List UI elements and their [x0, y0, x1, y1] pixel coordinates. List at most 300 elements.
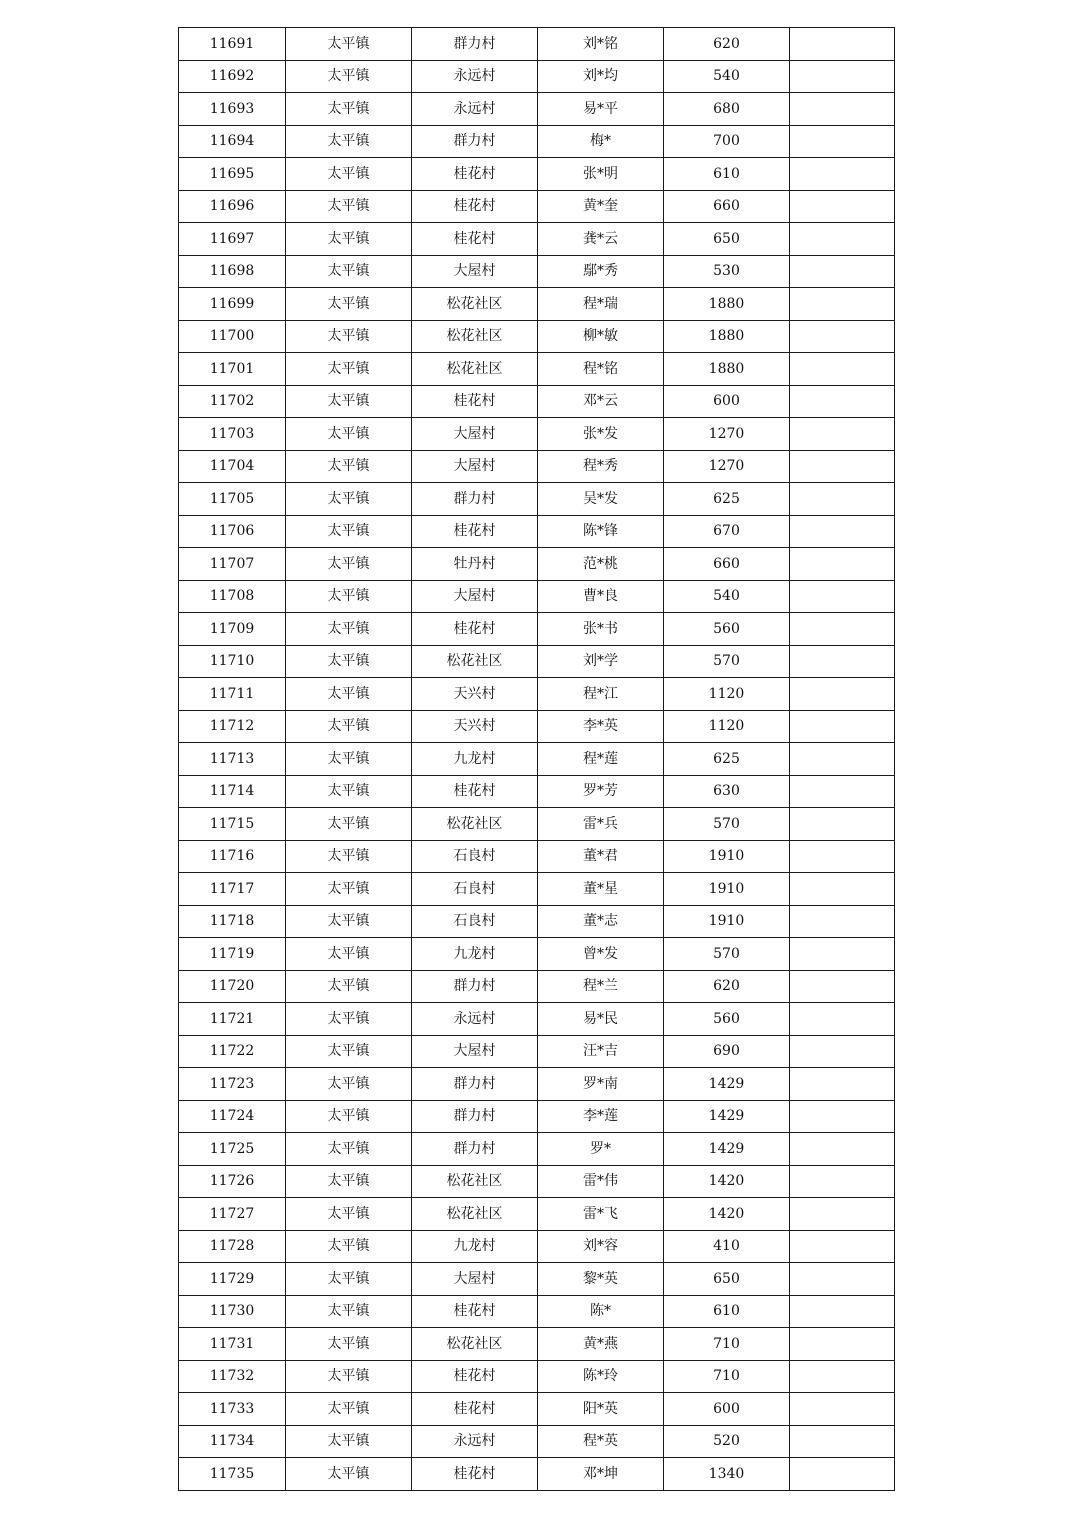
name-cell: 刘*容	[538, 1230, 664, 1263]
village-cell: 大屋村	[412, 1263, 538, 1296]
village-cell: 永远村	[412, 1425, 538, 1458]
town-cell: 太平镇	[286, 1458, 412, 1491]
note-cell	[790, 158, 895, 191]
table-row	[179, 645, 895, 678]
village-cell: 大屋村	[412, 255, 538, 288]
row-number-cell: 11698	[179, 255, 286, 288]
row-number-cell: 11714	[179, 775, 286, 808]
village-cell: 松花社区	[412, 320, 538, 353]
note-cell	[790, 353, 895, 386]
table-row	[179, 1360, 895, 1393]
town-cell: 太平镇	[286, 1295, 412, 1328]
row-number-cell: 11734	[179, 1425, 286, 1458]
row-number-cell: 11722	[179, 1035, 286, 1068]
town-cell: 太平镇	[286, 418, 412, 451]
village-cell: 桂花村	[412, 1360, 538, 1393]
note-cell	[790, 808, 895, 841]
town-cell: 太平镇	[286, 970, 412, 1003]
name-cell: 程*瑞	[538, 288, 664, 321]
note-cell	[790, 1230, 895, 1263]
note-cell	[790, 515, 895, 548]
amount-cell: 1120	[664, 678, 790, 711]
name-cell: 曹*良	[538, 580, 664, 613]
note-cell	[790, 1003, 895, 1036]
note-cell	[790, 775, 895, 808]
town-cell: 太平镇	[286, 483, 412, 516]
town-cell: 太平镇	[286, 938, 412, 971]
amount-cell: 1429	[664, 1100, 790, 1133]
village-cell: 松花社区	[412, 645, 538, 678]
name-cell: 程*江	[538, 678, 664, 711]
village-cell: 群力村	[412, 1100, 538, 1133]
table-row	[179, 1100, 895, 1133]
name-cell: 程*莲	[538, 743, 664, 776]
row-number-cell: 11709	[179, 613, 286, 646]
amount-cell: 610	[664, 158, 790, 191]
table-row	[179, 353, 895, 386]
table-row	[179, 938, 895, 971]
town-cell: 太平镇	[286, 1133, 412, 1166]
name-cell: 雷*飞	[538, 1198, 664, 1231]
row-number-cell: 11700	[179, 320, 286, 353]
note-cell	[790, 60, 895, 93]
name-cell: 罗*	[538, 1133, 664, 1166]
amount-cell: 520	[664, 1425, 790, 1458]
note-cell	[790, 1295, 895, 1328]
amount-cell: 1420	[664, 1198, 790, 1231]
village-cell: 大屋村	[412, 418, 538, 451]
row-number-cell: 11699	[179, 288, 286, 321]
amount-cell: 610	[664, 1295, 790, 1328]
note-cell	[790, 1133, 895, 1166]
table-row	[179, 710, 895, 743]
village-cell: 松花社区	[412, 1198, 538, 1231]
amount-cell: 625	[664, 743, 790, 776]
note-cell	[790, 288, 895, 321]
name-cell: 董*君	[538, 840, 664, 873]
village-cell: 桂花村	[412, 158, 538, 191]
amount-cell: 540	[664, 580, 790, 613]
town-cell: 太平镇	[286, 515, 412, 548]
town-cell: 太平镇	[286, 28, 412, 61]
table-row	[179, 970, 895, 1003]
row-number-cell: 11729	[179, 1263, 286, 1296]
amount-cell: 570	[664, 938, 790, 971]
table-row	[179, 808, 895, 841]
name-cell: 陈*锋	[538, 515, 664, 548]
name-cell: 程*兰	[538, 970, 664, 1003]
note-cell	[790, 905, 895, 938]
village-cell: 天兴村	[412, 678, 538, 711]
record-table	[178, 27, 895, 1491]
note-cell	[790, 93, 895, 126]
table-row	[179, 60, 895, 93]
village-cell: 桂花村	[412, 613, 538, 646]
row-number-cell: 11701	[179, 353, 286, 386]
name-cell: 程*秀	[538, 450, 664, 483]
town-cell: 太平镇	[286, 1425, 412, 1458]
village-cell: 石良村	[412, 873, 538, 906]
town-cell: 太平镇	[286, 93, 412, 126]
town-cell: 太平镇	[286, 353, 412, 386]
name-cell: 易*平	[538, 93, 664, 126]
table-row	[179, 613, 895, 646]
name-cell: 黄*奎	[538, 190, 664, 223]
village-cell: 牡丹村	[412, 548, 538, 581]
town-cell: 太平镇	[286, 223, 412, 256]
note-cell	[790, 1198, 895, 1231]
amount-cell: 560	[664, 1003, 790, 1036]
village-cell: 永远村	[412, 60, 538, 93]
table-row	[179, 873, 895, 906]
row-number-cell: 11725	[179, 1133, 286, 1166]
amount-cell: 540	[664, 60, 790, 93]
row-number-cell: 11715	[179, 808, 286, 841]
name-cell: 邓*云	[538, 385, 664, 418]
name-cell: 雷*伟	[538, 1165, 664, 1198]
amount-cell: 620	[664, 28, 790, 61]
row-number-cell: 11695	[179, 158, 286, 191]
table-row	[179, 125, 895, 158]
note-cell	[790, 678, 895, 711]
note-cell	[790, 1068, 895, 1101]
amount-cell: 1270	[664, 418, 790, 451]
row-number-cell: 11727	[179, 1198, 286, 1231]
table-row	[179, 255, 895, 288]
row-number-cell: 11692	[179, 60, 286, 93]
row-number-cell: 11713	[179, 743, 286, 776]
town-cell: 太平镇	[286, 873, 412, 906]
village-cell: 桂花村	[412, 1393, 538, 1426]
name-cell: 邓*坤	[538, 1458, 664, 1491]
note-cell	[790, 1425, 895, 1458]
note-cell	[790, 1393, 895, 1426]
table-row	[179, 1003, 895, 1036]
table-row	[179, 223, 895, 256]
amount-cell: 530	[664, 255, 790, 288]
village-cell: 桂花村	[412, 223, 538, 256]
note-cell	[790, 1458, 895, 1491]
village-cell: 大屋村	[412, 450, 538, 483]
amount-cell: 710	[664, 1328, 790, 1361]
row-number-cell: 11730	[179, 1295, 286, 1328]
town-cell: 太平镇	[286, 1328, 412, 1361]
name-cell: 刘*均	[538, 60, 664, 93]
town-cell: 太平镇	[286, 1035, 412, 1068]
row-number-cell: 11726	[179, 1165, 286, 1198]
amount-cell: 570	[664, 808, 790, 841]
table-row	[179, 385, 895, 418]
amount-cell: 650	[664, 223, 790, 256]
note-cell	[790, 580, 895, 613]
note-cell	[790, 418, 895, 451]
row-number-cell: 11732	[179, 1360, 286, 1393]
table-row	[179, 1165, 895, 1198]
name-cell: 阳*英	[538, 1393, 664, 1426]
note-cell	[790, 385, 895, 418]
town-cell: 太平镇	[286, 255, 412, 288]
table-row	[179, 1295, 895, 1328]
note-cell	[790, 613, 895, 646]
note-cell	[790, 223, 895, 256]
note-cell	[790, 840, 895, 873]
note-cell	[790, 125, 895, 158]
name-cell: 张*发	[538, 418, 664, 451]
row-number-cell: 11710	[179, 645, 286, 678]
row-number-cell: 11724	[179, 1100, 286, 1133]
table-row	[179, 418, 895, 451]
table-row	[179, 1393, 895, 1426]
village-cell: 松花社区	[412, 1165, 538, 1198]
table-row	[179, 678, 895, 711]
row-number-cell: 11720	[179, 970, 286, 1003]
table-row	[179, 775, 895, 808]
note-cell	[790, 970, 895, 1003]
note-cell	[790, 1328, 895, 1361]
note-cell	[790, 1100, 895, 1133]
town-cell: 太平镇	[286, 1230, 412, 1263]
village-cell: 群力村	[412, 125, 538, 158]
table-row	[179, 515, 895, 548]
village-cell: 大屋村	[412, 1035, 538, 1068]
name-cell: 董*志	[538, 905, 664, 938]
name-cell: 李*英	[538, 710, 664, 743]
amount-cell: 1880	[664, 320, 790, 353]
town-cell: 太平镇	[286, 840, 412, 873]
amount-cell: 1120	[664, 710, 790, 743]
town-cell: 太平镇	[286, 1100, 412, 1133]
village-cell: 松花社区	[412, 1328, 538, 1361]
row-number-cell: 11697	[179, 223, 286, 256]
table-row	[179, 28, 895, 61]
row-number-cell: 11717	[179, 873, 286, 906]
amount-cell: 625	[664, 483, 790, 516]
table-row	[179, 190, 895, 223]
amount-cell: 700	[664, 125, 790, 158]
amount-cell: 1340	[664, 1458, 790, 1491]
name-cell: 张*明	[538, 158, 664, 191]
town-cell: 太平镇	[286, 1263, 412, 1296]
row-number-cell: 11702	[179, 385, 286, 418]
row-number-cell: 11728	[179, 1230, 286, 1263]
village-cell: 群力村	[412, 1133, 538, 1166]
amount-cell: 410	[664, 1230, 790, 1263]
table-row	[179, 580, 895, 613]
table-row	[179, 1230, 895, 1263]
table-row	[179, 1425, 895, 1458]
amount-cell: 1429	[664, 1133, 790, 1166]
table-row	[179, 840, 895, 873]
row-number-cell: 11706	[179, 515, 286, 548]
amount-cell: 1910	[664, 873, 790, 906]
name-cell: 罗*芳	[538, 775, 664, 808]
amount-cell: 670	[664, 515, 790, 548]
amount-cell: 690	[664, 1035, 790, 1068]
table-row	[179, 548, 895, 581]
village-cell: 石良村	[412, 840, 538, 873]
table-row	[179, 743, 895, 776]
name-cell: 龚*云	[538, 223, 664, 256]
amount-cell: 1429	[664, 1068, 790, 1101]
row-number-cell: 11703	[179, 418, 286, 451]
note-cell	[790, 1360, 895, 1393]
name-cell: 曾*发	[538, 938, 664, 971]
row-number-cell: 11707	[179, 548, 286, 581]
name-cell: 范*桃	[538, 548, 664, 581]
note-cell	[790, 255, 895, 288]
row-number-cell: 11716	[179, 840, 286, 873]
name-cell: 陈*	[538, 1295, 664, 1328]
row-number-cell: 11705	[179, 483, 286, 516]
town-cell: 太平镇	[286, 158, 412, 191]
table-row	[179, 450, 895, 483]
village-cell: 桂花村	[412, 1295, 538, 1328]
village-cell: 桂花村	[412, 385, 538, 418]
village-cell: 松花社区	[412, 808, 538, 841]
row-number-cell: 11694	[179, 125, 286, 158]
name-cell: 程*铭	[538, 353, 664, 386]
note-cell	[790, 548, 895, 581]
village-cell: 群力村	[412, 970, 538, 1003]
town-cell: 太平镇	[286, 1068, 412, 1101]
town-cell: 太平镇	[286, 1003, 412, 1036]
town-cell: 太平镇	[286, 1393, 412, 1426]
town-cell: 太平镇	[286, 580, 412, 613]
note-cell	[790, 320, 895, 353]
village-cell: 九龙村	[412, 938, 538, 971]
name-cell: 刘*铭	[538, 28, 664, 61]
row-number-cell: 11731	[179, 1328, 286, 1361]
row-number-cell: 11696	[179, 190, 286, 223]
village-cell: 松花社区	[412, 288, 538, 321]
amount-cell: 630	[664, 775, 790, 808]
table-row	[179, 1133, 895, 1166]
village-cell: 桂花村	[412, 775, 538, 808]
amount-cell: 1420	[664, 1165, 790, 1198]
row-number-cell: 11719	[179, 938, 286, 971]
village-cell: 永远村	[412, 1003, 538, 1036]
note-cell	[790, 190, 895, 223]
town-cell: 太平镇	[286, 450, 412, 483]
amount-cell: 680	[664, 93, 790, 126]
name-cell: 刘*学	[538, 645, 664, 678]
amount-cell: 570	[664, 645, 790, 678]
table-row	[179, 288, 895, 321]
table-row	[179, 1328, 895, 1361]
amount-cell: 600	[664, 1393, 790, 1426]
town-cell: 太平镇	[286, 385, 412, 418]
town-cell: 太平镇	[286, 905, 412, 938]
village-cell: 群力村	[412, 28, 538, 61]
row-number-cell: 11733	[179, 1393, 286, 1426]
table-row	[179, 1068, 895, 1101]
name-cell: 鄢*秀	[538, 255, 664, 288]
amount-cell: 600	[664, 385, 790, 418]
table-row	[179, 1458, 895, 1491]
table-row	[179, 93, 895, 126]
village-cell: 桂花村	[412, 190, 538, 223]
town-cell: 太平镇	[286, 613, 412, 646]
name-cell: 程*英	[538, 1425, 664, 1458]
amount-cell: 1910	[664, 905, 790, 938]
amount-cell: 650	[664, 1263, 790, 1296]
town-cell: 太平镇	[286, 678, 412, 711]
note-cell	[790, 483, 895, 516]
town-cell: 太平镇	[286, 320, 412, 353]
note-cell	[790, 450, 895, 483]
record-table-body	[179, 28, 895, 1491]
name-cell: 柳*敏	[538, 320, 664, 353]
note-cell	[790, 1035, 895, 1068]
town-cell: 太平镇	[286, 775, 412, 808]
name-cell: 张*书	[538, 613, 664, 646]
amount-cell: 710	[664, 1360, 790, 1393]
town-cell: 太平镇	[286, 1198, 412, 1231]
row-number-cell: 11723	[179, 1068, 286, 1101]
name-cell: 汪*吉	[538, 1035, 664, 1068]
row-number-cell: 11704	[179, 450, 286, 483]
town-cell: 太平镇	[286, 190, 412, 223]
name-cell: 黄*燕	[538, 1328, 664, 1361]
name-cell: 雷*兵	[538, 808, 664, 841]
name-cell: 梅*	[538, 125, 664, 158]
row-number-cell: 11693	[179, 93, 286, 126]
table-row	[179, 158, 895, 191]
town-cell: 太平镇	[286, 710, 412, 743]
row-number-cell: 11721	[179, 1003, 286, 1036]
note-cell	[790, 645, 895, 678]
table-row	[179, 483, 895, 516]
note-cell	[790, 28, 895, 61]
table-row	[179, 1198, 895, 1231]
table-row	[179, 1035, 895, 1068]
town-cell: 太平镇	[286, 808, 412, 841]
name-cell: 董*星	[538, 873, 664, 906]
amount-cell: 660	[664, 548, 790, 581]
town-cell: 太平镇	[286, 60, 412, 93]
name-cell: 李*莲	[538, 1100, 664, 1133]
note-cell	[790, 938, 895, 971]
name-cell: 陈*玲	[538, 1360, 664, 1393]
note-cell	[790, 1263, 895, 1296]
village-cell: 天兴村	[412, 710, 538, 743]
name-cell: 黎*英	[538, 1263, 664, 1296]
village-cell: 永远村	[412, 93, 538, 126]
amount-cell: 560	[664, 613, 790, 646]
amount-cell: 1880	[664, 288, 790, 321]
name-cell: 吴*发	[538, 483, 664, 516]
note-cell	[790, 1165, 895, 1198]
village-cell: 九龙村	[412, 743, 538, 776]
amount-cell: 1910	[664, 840, 790, 873]
row-number-cell: 11735	[179, 1458, 286, 1491]
table-row	[179, 1263, 895, 1296]
village-cell: 松花社区	[412, 353, 538, 386]
row-number-cell: 11708	[179, 580, 286, 613]
village-cell: 大屋村	[412, 580, 538, 613]
row-number-cell: 11718	[179, 905, 286, 938]
village-cell: 桂花村	[412, 1458, 538, 1491]
amount-cell: 620	[664, 970, 790, 1003]
town-cell: 太平镇	[286, 645, 412, 678]
note-cell	[790, 873, 895, 906]
village-cell: 桂花村	[412, 515, 538, 548]
note-cell	[790, 743, 895, 776]
table-row	[179, 905, 895, 938]
village-cell: 群力村	[412, 1068, 538, 1101]
village-cell: 九龙村	[412, 1230, 538, 1263]
town-cell: 太平镇	[286, 743, 412, 776]
